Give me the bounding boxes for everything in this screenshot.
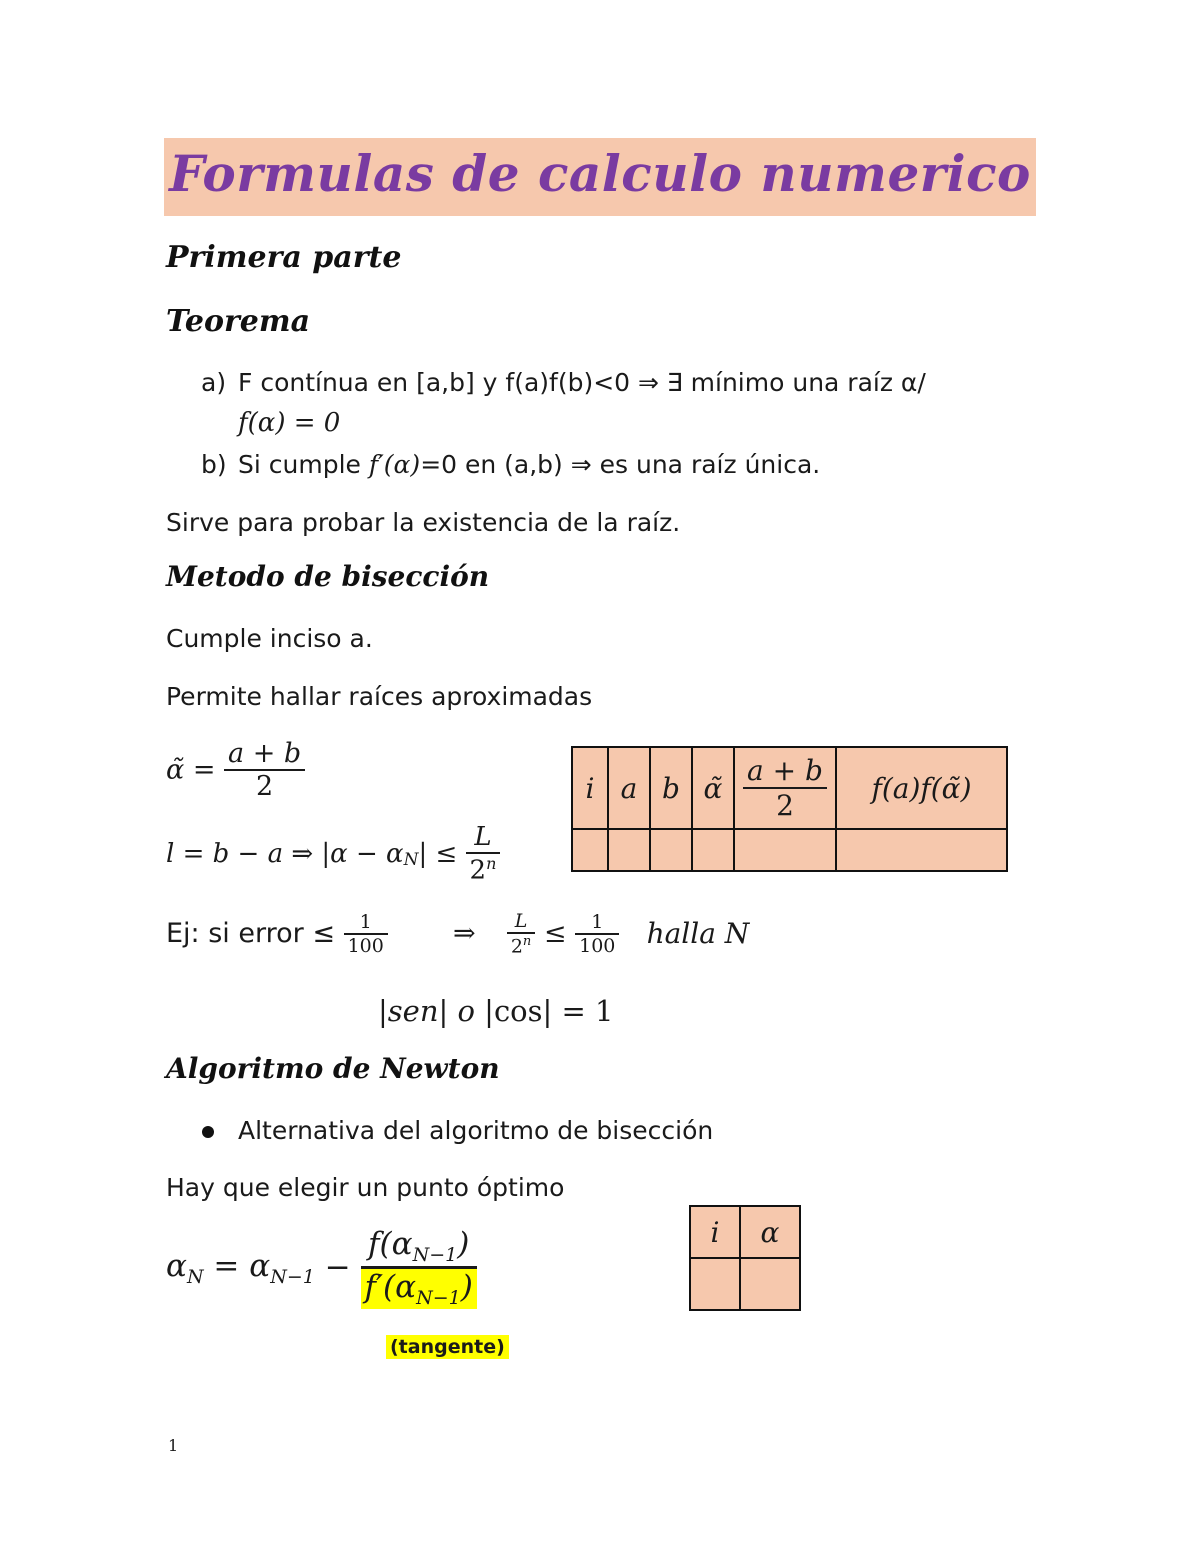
newton-lhs-alpha: α <box>166 1247 187 1284</box>
formula-l-num: L <box>474 822 492 852</box>
formula-l-mid: | ≤ <box>418 838 458 869</box>
example-fraction-2 <box>507 910 535 957</box>
example-fraction-3 <box>575 911 619 957</box>
formula-alpha-den: 2 <box>224 769 305 802</box>
example-den2: 100 <box>575 933 619 957</box>
page-title: Formulas de calculo numerico <box>169 144 1031 203</box>
newton-table-header-row <box>690 1206 800 1258</box>
biseccion-col-midpoint-den: 2 <box>743 787 827 822</box>
formula-l-den-exp: n <box>486 854 497 873</box>
section-primera-parte: Primera parte <box>166 240 402 275</box>
biseccion-col-b: b <box>650 747 692 829</box>
newton-den-sub: N−1 <box>416 1287 461 1310</box>
newton-eq-alpha: = α <box>213 1247 271 1284</box>
example-n: n <box>522 934 532 949</box>
heading-teorema: Teorema <box>166 304 311 339</box>
formula-l-sub: N <box>403 849 419 870</box>
biseccion-col-midpoint-fraction <box>743 754 827 822</box>
biseccion-col-product: f(a)f(α̃) <box>836 747 1007 829</box>
newton-eq <box>213 1247 315 1288</box>
example-2n <box>507 932 535 957</box>
formula-newton <box>166 1226 477 1309</box>
teorema-item-b-post: =0 en (a,b) ⇒ es una raíz única. <box>420 450 821 479</box>
biseccion-col-i: i <box>572 747 608 829</box>
example-2: 2 <box>510 935 523 958</box>
table-cell <box>690 1258 740 1310</box>
title-banner <box>164 138 1036 216</box>
teorema-item-b <box>238 450 820 479</box>
example-le: ≤ <box>543 918 567 950</box>
trig-o: o <box>457 994 475 1028</box>
newton-num <box>361 1226 477 1266</box>
trig-bound <box>378 994 613 1028</box>
bullet-icon <box>202 1126 214 1138</box>
example-suffix: halla N <box>646 917 750 951</box>
formula-l-fraction <box>466 822 501 886</box>
teorema-item-b-math: f′(α) <box>368 450 421 479</box>
teorema-item-b-label: b) <box>201 450 227 479</box>
biseccion-line-1: Cumple inciso a. <box>166 624 373 653</box>
table-cell <box>608 829 650 871</box>
newton-bullet-item <box>202 1116 713 1145</box>
newton-fraction <box>361 1226 477 1309</box>
newton-num-sub: N−1 <box>412 1244 458 1267</box>
tangente-annotation: (tangente) <box>386 1335 509 1359</box>
example-error-line <box>166 910 749 957</box>
heading-biseccion: Metodo de bisección <box>166 560 490 593</box>
newton-den-base: f′(α <box>364 1269 417 1306</box>
biseccion-table <box>571 746 1008 872</box>
biseccion-col-alpha: α̃ <box>692 747 734 829</box>
heading-newton: Algoritmo de Newton <box>166 1052 500 1085</box>
example-arrow: ⇒ <box>453 918 476 950</box>
biseccion-table-header-row <box>572 747 1007 829</box>
formula-alpha-lhs: α̃ = <box>166 754 216 786</box>
table-cell <box>836 829 1007 871</box>
teorema-item-a-text: F contínua en [a,b] y f(a)f(b)<0 ⇒ ∃ mínimo una raíz α/ <box>238 368 926 397</box>
biseccion-line-2: Permite hallar raíces aproximadas <box>166 682 593 711</box>
formula-l-den-base: 2 <box>469 855 487 886</box>
trig-cos: |cos| = 1 <box>484 994 614 1028</box>
table-cell <box>734 829 836 871</box>
newton-den-highlighted <box>361 1266 477 1309</box>
table-cell <box>572 829 608 871</box>
page-number: 1 <box>168 1436 179 1455</box>
newton-minus: − <box>324 1249 351 1286</box>
newton-col-alpha: α <box>740 1206 800 1258</box>
newton-den-close: ) <box>460 1269 473 1306</box>
newton-lhs-sub: N <box>186 1265 204 1288</box>
formula-l-den <box>466 852 501 886</box>
newton-eq-sub: N−1 <box>270 1265 315 1288</box>
example-L: L <box>514 910 528 932</box>
teorema-item-a-label: a) <box>201 368 227 397</box>
newton-table <box>689 1205 801 1311</box>
table-cell <box>740 1258 800 1310</box>
formula-error-bound <box>166 822 500 886</box>
newton-num-base: f(α <box>368 1226 413 1262</box>
teorema-item-a-continuation: f(α) = 0 <box>238 408 341 438</box>
formula-alpha-fraction <box>224 738 305 802</box>
example-prefix: Ej: si error ≤ <box>166 918 335 950</box>
example-num: 1 <box>359 910 372 933</box>
example-num2: 1 <box>591 910 604 933</box>
newton-col-i: i <box>690 1206 740 1258</box>
formula-alpha-num: a + b <box>228 738 302 769</box>
example-fraction-1 <box>344 911 388 957</box>
newton-bullet-text: Alternativa del algoritmo de bisección <box>238 1116 714 1145</box>
teorema-item-b-pre: Si cumple <box>238 450 361 479</box>
biseccion-col-a: a <box>608 747 650 829</box>
biseccion-table-row <box>572 829 1007 871</box>
table-cell <box>650 829 692 871</box>
newton-table-row <box>690 1258 800 1310</box>
biseccion-col-midpoint <box>734 747 836 829</box>
formula-alpha-tilde <box>166 738 305 802</box>
newton-num-close: ) <box>457 1226 470 1262</box>
teorema-note: Sirve para probar la existencia de la raíz. <box>166 508 681 537</box>
table-cell <box>692 829 734 871</box>
example-den: 100 <box>344 933 388 957</box>
biseccion-col-midpoint-num: a + b <box>747 754 823 787</box>
trig-sen: |sen| <box>378 994 449 1028</box>
newton-lhs <box>166 1247 204 1288</box>
newton-line: Hay que elegir un punto óptimo <box>166 1173 565 1202</box>
formula-l-lhs: l = b − a ⇒ |α − α <box>166 838 404 869</box>
